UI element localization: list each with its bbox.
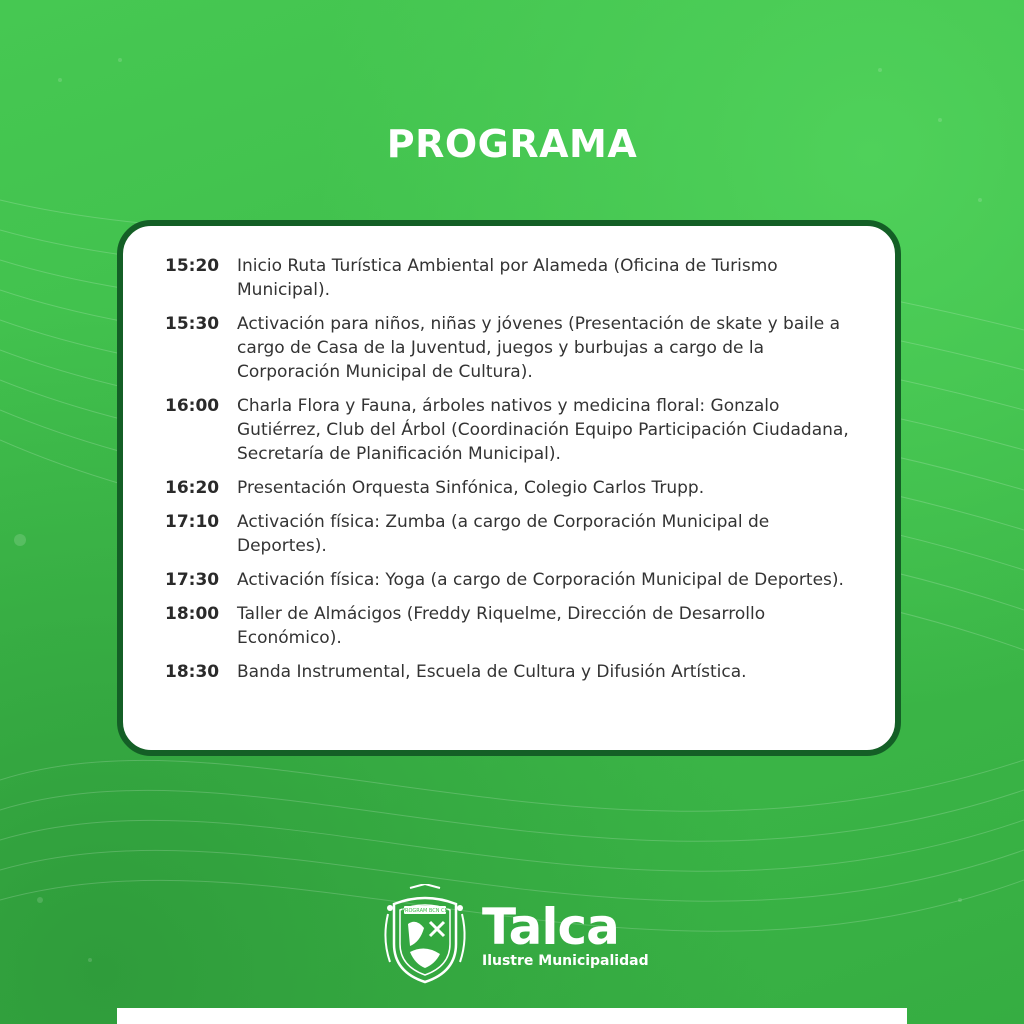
- schedule-time: 16:20: [165, 478, 220, 498]
- schedule-row: [165, 476, 855, 500]
- brand-block: [482, 900, 649, 970]
- coat-of-arms-icon: [380, 884, 470, 988]
- schedule-description: Activación para niños, niñas y jóvenes (Presentación de skate y baile a cargo de Casa de la Juventud, juegos y burbujas a cargo de la Corporación Municipal de Cultura).: [237, 314, 840, 382]
- schedule-time: 18:30: [165, 662, 220, 682]
- bottom-bar: [117, 1008, 907, 1024]
- schedule-row: [165, 660, 855, 684]
- schedule-row: [165, 510, 855, 558]
- schedule-description: Activación física: Yoga (a cargo de Corporación Municipal de Deportes).: [237, 570, 844, 590]
- schedule-row: [165, 602, 855, 650]
- schedule-time: 17:30: [165, 570, 220, 590]
- schedule-row: [165, 394, 855, 466]
- schedule-time: 17:10: [165, 512, 220, 532]
- schedule-row: [165, 312, 855, 384]
- schedule-description: Taller de Almácigos (Freddy Riquelme, Dirección de Desarrollo Económico).: [237, 604, 766, 648]
- logo-lettering: PROGRAM BCN CB: [402, 908, 448, 914]
- page-title: PROGRAMA: [386, 122, 638, 166]
- schedule-time: 15:30: [165, 314, 220, 334]
- schedule-description: Charla Flora y Fauna, árboles nativos y medicina floral: Gonzalo Gutiérrez, Club del Árbol (Coordinación Equipo Participación Ciudadana, Secretaría de Planificación Municipal).: [237, 396, 849, 464]
- schedule-description: Banda Instrumental, Escuela de Cultura y Difusión Artística.: [237, 662, 747, 682]
- schedule-row: [165, 254, 855, 302]
- schedule-time: 15:20: [165, 256, 220, 276]
- schedule-description: Inicio Ruta Turística Ambiental por Alameda (Oficina de Turismo Municipal).: [237, 256, 778, 300]
- schedule-time: 18:00: [165, 604, 220, 624]
- schedule-description: Activación física: Zumba (a cargo de Corporación Municipal de Deportes).: [237, 512, 770, 556]
- brand-name: Talca: [482, 898, 619, 956]
- schedule-card: [117, 220, 901, 756]
- schedule-description: Presentación Orquesta Sinfónica, Colegio Carlos Trupp.: [237, 478, 705, 498]
- schedule-time: 16:00: [165, 396, 220, 416]
- schedule-row: [165, 568, 855, 592]
- brand-subtitle: Ilustre Municipalidad: [482, 953, 649, 969]
